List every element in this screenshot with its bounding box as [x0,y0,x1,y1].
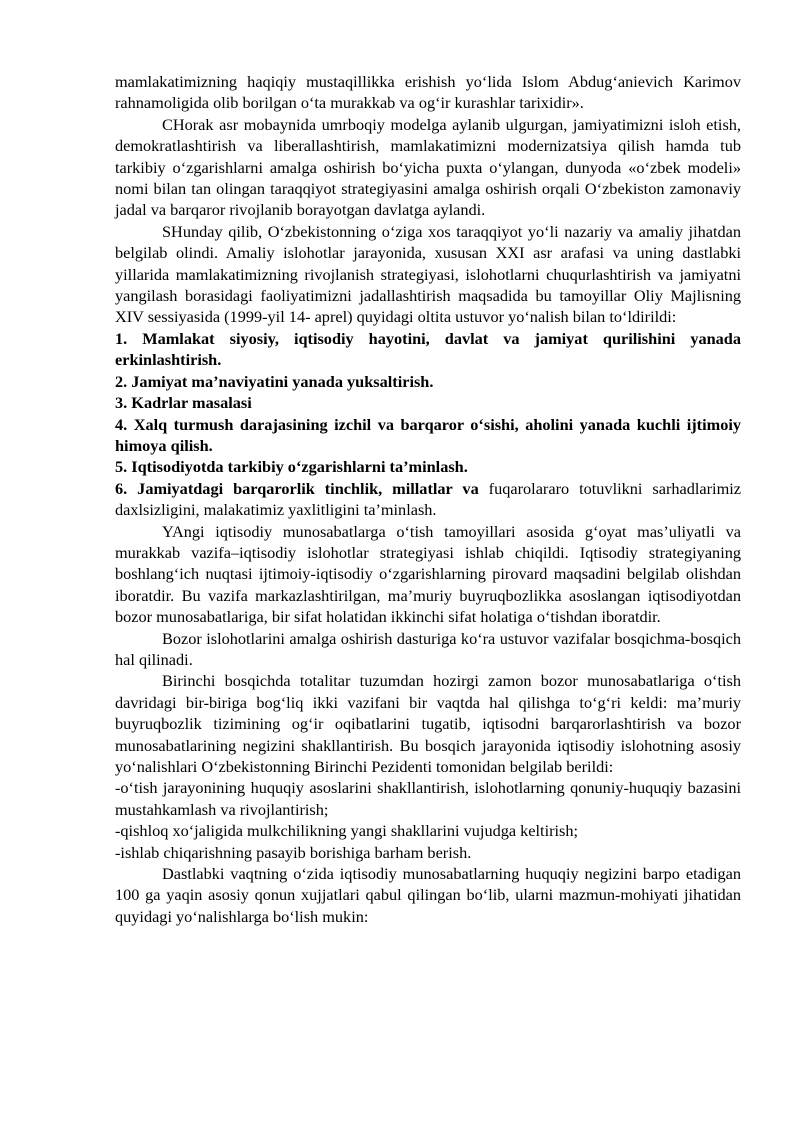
priority-item-4: 4. Xalq turmush darajasining izchil va barqaror o‘sishi, aholini yanada kuchli ijtimoiy himoya qilish. [115,414,741,455]
priority-item-6-rest: fuqarolararo totuvlikni sarhadlarimiz daxlsizligini, malakatimiz yaxlitligini ta’minlash. [115,478,741,520]
paragraph-laws: Dastlabki vaqtning o‘zida iqtisodiy munosabatlarning huquqiy negizini barpo etadigan 100 ga yaqin asosiy qonun xujjatlari qabul qilingan bo‘lib, ularni mazmun-mohiyati jihatidan quyidagi yo‘nalishlarga bo‘lish mukin: [115,864,741,926]
document-page [115,71,741,927]
priority-item-1: 1. Mamlakat siyosiy, iqtisodiy hayotini, davlat va jamiyat qurilishini yanada erkinlashtirish. [115,328,741,370]
paragraph-continuation: mamlakatimizning haqiqiy mustaqillikka erishish yo‘lida Islom Abdug‘anievich Karimov rahnamoligida olib borilgan o‘ta murakkab va og‘ir kurashlar tarixidir». [115,72,741,113]
priority-item-6 [115,478,741,521]
paragraph-development-model: CHorak asr mobaynida umrboqiy modelga aylanib ulgurgan, jamiyatimizni isloh etish, demokratlashtirish va liberallashtirish, mamlakatimizni modernizatsiya qilish hamda tub tarkibiy o‘zgarishlarni amalga oshirish bo‘yicha puxta o‘ylangan, dunyoda «o‘zbek modeli» nomi bilan tan olingan taraqqiyot strategiyasini amalga oshirish orqali O‘zbekiston zamonaviy jadal va barqaror rivojlanib borayotgan davlatga aylandi. [115,114,741,220]
paragraph-market-reforms: Bozor islohotlarini amalga oshirish dasturiga ko‘ra ustuvor vazifalar bosqichma-bosqich hal qilinadi. [115,628,741,669]
paragraph-first-stage: Birinchi bosqichda totalitar tuzumdan hozirgi zamon bozor munosabatlariga o‘tish davridagi bir-biriga bog‘liq ikki vazifani bir vaqtda hal qilishga to‘g‘ri keldi: ma’muriy buyruqbozlik tizimining og‘ir oqibatlarini tugatib, iqtisodni barqarorlashtirish va bozor munosabatlarining negizini shakllantirish. Bu bosqich jarayonida iqtisodiy islohotning asosiy yo‘nalishlari O‘zbekistonning Birinchi Pezidenti tomonidan belgilab berildi: [115,671,741,776]
list-item-agriculture: -qishloq xo‘jaligida mulkchilikning yangi shakllarini vujudga keltirish; [115,821,579,841]
priority-item-5: 5. Iqtisodiyotda tarkibiy o‘zgarishlarni ta’minlash. [115,457,468,477]
priority-item-2: 2. Jamiyat ma’naviyatini yanada yuksaltirish. [115,371,434,391]
paragraph-economic-strategy: YAngi iqtisodiy munosabatlarga o‘tish tamoyillari asosida g‘oyat mas’uliyatli va murakkab vazifa–iqtisodiy islohotlar strategiyasi ishlab chiqildi. Iqtisodiy strategiyaning boshlang‘ich nuqtasi ijtimoiy-iqtisodiy o‘zgarishlarning pirovard maqsadini belgilab olishdan iboratdir. Bu vazifa markazlashtirilgan, ma’muriy buyruqbozlikka asoslangan iqtisodiyotdan bozor munosabatlariga, bir sifat holatidan ikkinchi sifat holatiga o‘tishdan iboratdir. [115,521,741,627]
priority-item-6-bold: 6. Jamiyatdagi barqarorlik tinchlik, millatlar va [115,478,479,498]
list-item-legal-basis: -o‘tish jarayonining huquqiy asoslarini shakllantirish, islohotlarning qonuniy-huquqiy bazasini mustahkamlash va rivojlantirish; [115,778,741,819]
list-item-production: -ishlab chiqarishning pasayib borishiga barham berish. [115,842,472,862]
priority-item-3: 3. Kadrlar masalasi [115,393,252,413]
paragraph-priority-directions: SHunday qilib, O‘zbekistonning o‘ziga xos taraqqiyot yo‘li nazariy va amaliy jihatdan belgilab olindi. Amaliy islohotlar jarayonida, xususan XXI asr arafasi va uning dastlabki yillarida mamlakatimizning rivojlanish strategiyasi, islohotlarni chuqurlashtirish va jamiyatni yangilash borasidagi faoliyatimizni jadallashtirish maqsadida bu tamoyillar Oliy Majlisning XIV sessiyasida (1999-yil 14- aprel) quyidagi oltita ustuvor yo‘nalish bilan to‘ldirildi: [115,221,741,327]
